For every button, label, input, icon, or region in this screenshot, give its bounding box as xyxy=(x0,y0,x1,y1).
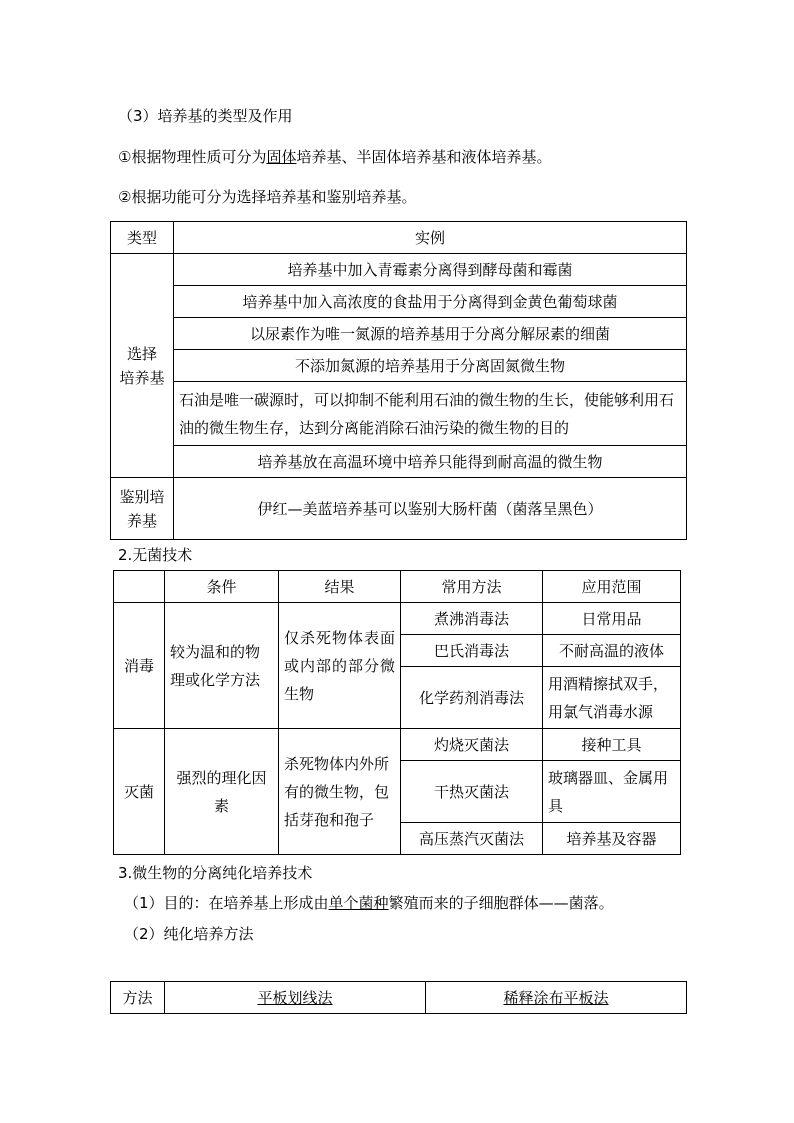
method-cell: 干热灭菌法 xyxy=(401,761,543,823)
physical-property-item xyxy=(118,147,551,167)
culture-type-table xyxy=(110,221,687,540)
scope-cell: 培养基及容器 xyxy=(543,823,681,855)
example-row: 不添加氮源的培养基用于分离固氮微生物 xyxy=(174,350,687,382)
method-cell: 灼烧灭菌法 xyxy=(401,729,543,761)
streak-plate-method: 平板划线法 xyxy=(165,982,426,1014)
method-cell: 化学药剂消毒法 xyxy=(401,667,543,729)
purpose-prefix: （1）目的：在培养基上形成由 xyxy=(124,894,329,912)
header-type: 类型 xyxy=(111,222,174,254)
purpose-underlined: 单个菌种 xyxy=(328,894,389,912)
sterilization-condition: 强烈的理化因素 xyxy=(165,729,279,855)
section-title-aseptic xyxy=(118,545,192,565)
scope-cell: 日常用品 xyxy=(543,603,681,635)
scope-cell: 玻璃器皿、金属用具 xyxy=(543,761,681,823)
item1-underlined: 固体 xyxy=(266,148,297,166)
scope-cell: 不耐高温的液体 xyxy=(543,635,681,667)
purification-method-heading: （2）纯化培养方法 xyxy=(124,925,254,943)
disinfection-result: 仅杀死物体表面或内部的部分微生物 xyxy=(279,603,401,729)
item1-suffix: 培养基、半固体培养基和液体培养基。 xyxy=(296,148,552,166)
scope-cell: 接种工具 xyxy=(543,729,681,761)
header-condition: 条件 xyxy=(165,571,279,603)
sterilization-result: 杀死物体内外所有的微生物，包括芽孢和孢子 xyxy=(279,729,401,855)
selective-medium-label: 选择 培养基 xyxy=(111,254,174,478)
section-title-purification xyxy=(118,863,312,883)
header-method: 常用方法 xyxy=(401,571,543,603)
header-example: 实例 xyxy=(174,222,687,254)
header-scope: 应用范围 xyxy=(543,571,681,603)
method-cell: 煮沸消毒法 xyxy=(401,603,543,635)
aseptic-title-text: 2.无菌技术 xyxy=(118,546,193,564)
aseptic-technique-table xyxy=(113,570,681,855)
sterilization-label: 灭菌 xyxy=(114,729,165,855)
header-result: 结果 xyxy=(279,571,401,603)
header-method-label: 方法 xyxy=(111,982,165,1014)
method-cell: 高压蒸汽灭菌法 xyxy=(401,823,543,855)
spread-plate-method: 稀释涂布平板法 xyxy=(426,982,687,1014)
item1-prefix: ①根据物理性质可分为 xyxy=(118,148,267,166)
disinfection-condition: 较为温和的物理或化学方法 xyxy=(165,603,279,729)
section-heading-culture-types: （3）培养基的类型及作用 xyxy=(118,107,293,125)
example-row: 培养基中加入高浓度的食盐用于分离得到金黄色葡萄球菌 xyxy=(174,286,687,318)
example-row: 以尿素作为唯一氮源的培养基用于分离分解尿素的细菌 xyxy=(174,318,687,350)
example-row: 伊红—美蓝培养基可以鉴别大肠杆菌（菌落呈黑色） xyxy=(174,478,687,540)
header-blank xyxy=(114,571,165,603)
method-cell: 巴氏消毒法 xyxy=(401,635,543,667)
example-row: 培养基放在高温环境中培养只能得到耐高温的微生物 xyxy=(174,446,687,478)
example-row: 石油是唯一碳源时，可以抑制不能利用石油的微生物的生长，使能够利用石油的微生物生存，达到分离能消除石油污染的微生物的目的 xyxy=(174,382,687,446)
purification-method-table xyxy=(110,981,687,1014)
example-row: 培养基中加入青霉素分离得到酵母菌和霉菌 xyxy=(174,254,687,286)
disinfection-label: 消毒 xyxy=(114,603,165,729)
purpose-suffix: 繁殖而来的子细胞群体——菌落。 xyxy=(388,894,614,912)
scope-cell: 用酒精擦拭双手，用氯气消毒水源 xyxy=(543,667,681,729)
differential-medium-label: 鉴别培 养基 xyxy=(111,478,174,540)
purification-title-text: 3.微生物的分离纯化培养技术 xyxy=(118,864,313,882)
purpose-line xyxy=(124,893,614,913)
function-item: ②根据功能可分为选择培养基和鉴别培养基。 xyxy=(118,188,417,206)
